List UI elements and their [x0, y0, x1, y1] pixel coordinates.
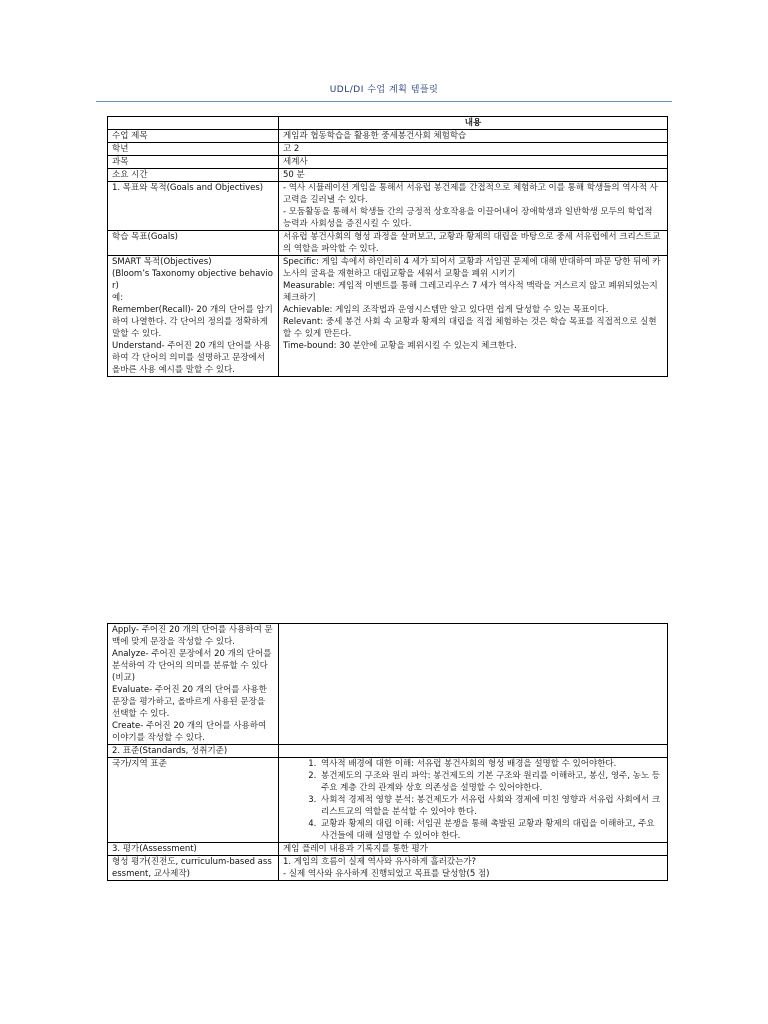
content-header: 내용 — [279, 117, 668, 130]
row-value: 서유럽 봉건사회의 형성 과정을 살펴보고, 교황과 황제의 대립을 바탕으로 중세 서유럽에서 크리스트교의 역할을 파악할 수 있다. — [279, 231, 668, 256]
row-label: 학년 — [108, 143, 279, 156]
table-row — [108, 130, 668, 143]
row-value: 세계사 — [279, 156, 668, 169]
row-label: 학습 목표(Goals) — [108, 231, 279, 256]
table-row — [108, 169, 668, 182]
row-label: 국가/지역 표준 — [108, 758, 279, 843]
header-divider — [96, 101, 672, 102]
row-label: 수업 제목 — [108, 130, 279, 143]
standards-list — [283, 758, 663, 842]
template-title: UDL/DI 수업 계획 템플릿 — [329, 85, 439, 95]
row-label: 과목 — [108, 156, 279, 169]
section-header-row — [108, 745, 668, 758]
row-value: Specific: 게임 속에서 하인리히 4 세가 되어서 교황과 서임권 문제에 대해 반대하여 파문 당한 뒤에 카노사의 굴욕을 재현하고 대립교황을 세워서 교황을 폐위 시키기 Measurable: 게임적 이벤트를 통해 그레고리우스 7 세가 역사적 맥락을 거스르지 않고 폐위되었는지 체크하기 Achievable: 게임의 조작법과 운영시스템만 알고 있다면 쉽게 달성할 수 있는 목표이다. Relevant: 중세 봉건 사회 속 교황과 황제의 대립을 직접 체험하는 것은 학습 목표를 직접적으로 실현할 수 있게 만든다. Time-bound: 30 분안에 교황을 폐위시킬 수 있는지 체크한다. — [279, 256, 668, 377]
header-empty-cell — [108, 117, 279, 130]
table-row — [108, 182, 668, 231]
table-row — [108, 156, 668, 169]
list-item: 1. 역사적 배경에 대한 이해: 서유럽 봉건사회의 형성 배경을 설명할 수 있어야한다. — [319, 758, 663, 770]
row-value — [279, 745, 668, 758]
table-row — [108, 758, 668, 843]
table-row — [108, 256, 668, 377]
row-value: - 역사 시뮬레이션 게임을 통해서 서유럽 봉건제를 간접적으로 체험하고 이를 통해 학생들의 역사적 사고력을 길러낼 수 있다. - 모둠활동을 통해서 학생들 간의 긍정적 상호작용을 이끌어내어 장애학생과 일반학생 모두의 학업적 능력과 사회성을 증진시킬 수 있다. — [279, 182, 668, 231]
row-value: 50 분 — [279, 169, 668, 182]
list-item: 4. 교황과 황제의 대립 이해: 서임권 분쟁을 통해 촉발된 교황과 황제의 대립을 이해하고, 주요 사건들에 대해 설명할 수 있어야 한다. — [319, 818, 663, 842]
section-header: 2. 표준(Standards, 성취기준) — [108, 745, 279, 758]
table-header-row — [108, 117, 668, 130]
list-item: 2. 봉건제도의 구조와 원리 파악: 봉건제도의 기본 구조와 원리를 이해하고, 봉신, 영주, 농노 등 주요 계층 간의 관계와 상호 의존성을 설명할 수 있어야한다. — [319, 770, 663, 794]
row-value — [279, 758, 668, 843]
lesson-plan-table-continued — [107, 623, 668, 881]
row-value: 1. 게임의 흐름이 실제 역사와 유사하게 흘러갔는가? - 실제 역사와 유사하게 진행되었고 목표를 달성함(5 점) — [279, 856, 668, 881]
table-row — [108, 231, 668, 256]
row-label: Apply- 주어진 20 개의 단어를 사용하여 문맥에 맞게 문장을 작성할 수 있다. Analyze- 주어진 문장에서 20 개의 단어를 분석하여 각 단어의 의미를 분류할 수 있다(비교) Evaluate- 주어진 20 개의 단어를 사용한 문장을 평가하고, 올바르게 사용된 문장을 선택할 수 있다. Create- 주어진 20 개의 단어를 사용하여 이야기를 작성할 수 있다. — [108, 624, 279, 745]
row-value — [279, 624, 668, 745]
table-row — [108, 143, 668, 156]
row-label: 소요 시간 — [108, 169, 279, 182]
row-value: 게임 플레이 내용과 기록지를 통한 평가 — [279, 843, 668, 856]
row-label: SMART 목적(Objectives) (Bloom’s Taxonomy objective behavior) 예: Remember(Recall)- 20 개의 단어를 암기하여 나열한다. 각 단어의 정의를 정확하게 말할 수 있다. Understand- 주어진 20 개의 단어를 사용하여 각 단어의 의미를 설명하고 문장에서 올바른 사용 예시를 말할 수 있다. — [108, 256, 279, 377]
row-value: 게임과 협동학습을 활용한 중세봉건사회 체험학습 — [279, 130, 668, 143]
table-row — [108, 856, 668, 881]
row-value: 고 2 — [279, 143, 668, 156]
row-label: 1. 목표와 목적(Goals and Objectives) — [108, 182, 279, 231]
list-item: 3. 사회적 경제적 영향 분석: 봉건제도가 서유럽 사회와 경제에 미친 영향과 서유럽 사회에서 크리스트교의 역할을 분석할 수 있어야 한다. — [319, 794, 663, 818]
lesson-plan-table — [107, 116, 668, 377]
row-label: 3. 평가(Assessment) — [108, 843, 279, 856]
table-row — [108, 624, 668, 745]
table-row — [108, 843, 668, 856]
row-label: 형성 평가(진전도, curriculum-based assessment, 교사제작) — [108, 856, 279, 881]
